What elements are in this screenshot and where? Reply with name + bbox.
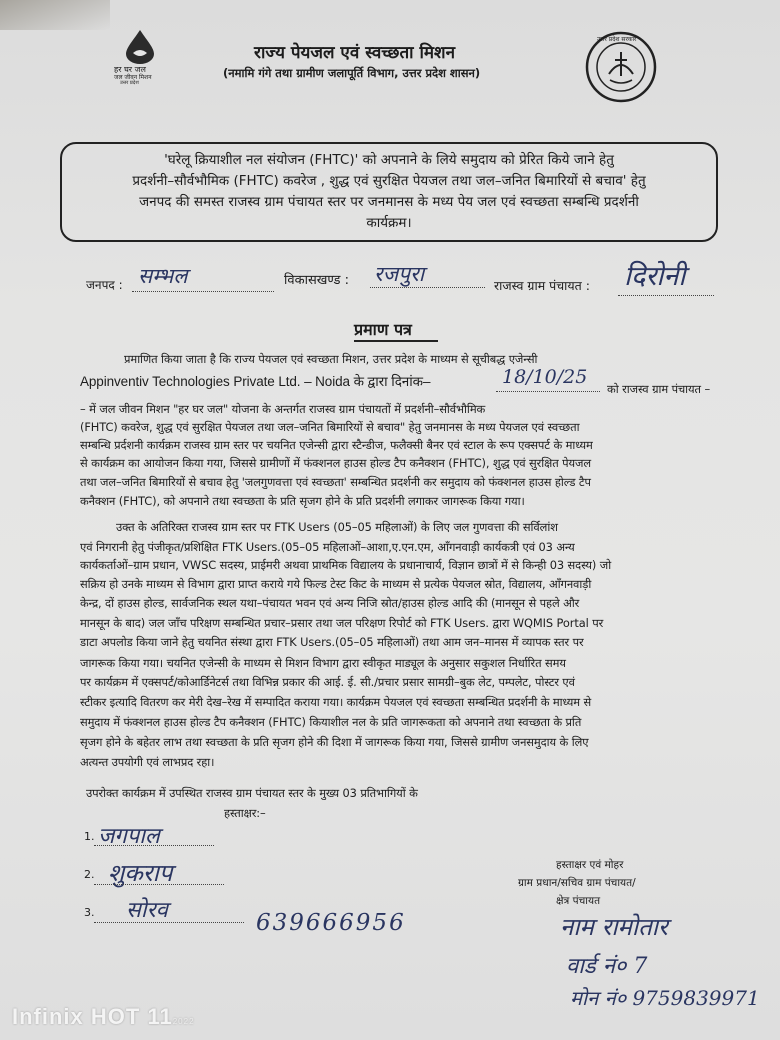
block-value: रजपुरा bbox=[374, 262, 425, 286]
watermark-model: HOT 11 bbox=[90, 1004, 173, 1029]
participant-number-1: 1. bbox=[84, 830, 95, 843]
water-drop-icon bbox=[118, 28, 162, 64]
banner-line-1: 'घरेलू क्रियाशील नल संयोजन (FHTC)' को अपनाने के लिये समुदाय को प्रेरित किये जाने हेतु bbox=[164, 152, 614, 168]
watermark-brand: Infinix bbox=[12, 1004, 84, 1029]
signatory-mobile: मोन नं० 9759839971 bbox=[570, 986, 760, 1010]
heading-underline bbox=[354, 340, 438, 342]
panchayat-line bbox=[618, 295, 714, 296]
para2-line-11: समुदाय में फंक्शनल हाउस होल्ड टैप कनैक्शन (FHTC) कियाशील नल के प्रति जागरूकता को अपनाने तथा स्वच्छता के प्रति bbox=[80, 715, 582, 729]
banner-line-2: प्रदर्शनी–सौर्वभौमिक (FHTC) कवरेज , शुद्ध एवं सुरक्षित पेयजल तथा जल–जनित बिमारियों से बचाव' हेतु bbox=[132, 173, 646, 189]
har-ghar-jal-logo bbox=[114, 28, 162, 86]
participant-phone-3: 639666956 bbox=[256, 910, 406, 936]
logo-left-sub: जल जीवन मिशन bbox=[114, 74, 152, 81]
district-value: सम्भल bbox=[138, 264, 188, 288]
participant-number-3: 3. bbox=[84, 906, 95, 919]
up-government-seal bbox=[582, 30, 660, 104]
para1-line-6: से कार्यक्रम का आयोजन किया गया, जिससे ग्रामीणों में फंक्शनल हाउस होल्ड टैप कनैक्शन (FHTC), शुद्ध एवं सुरक्षित पेयजल bbox=[80, 456, 591, 470]
signatory-line-1: हस्ताक्षर एवं मोहर bbox=[556, 859, 624, 871]
participant-signature-2: शुकराप bbox=[108, 859, 173, 887]
block-label: विकासखण्ड : bbox=[284, 273, 350, 288]
camera-watermark bbox=[12, 1004, 195, 1030]
para2-line-1: उक्त के अतिरिक्त राजस्व ग्राम स्तर पर FTK Users (05–05 महिलाओं) के लिए जल गुणवत्ता की सर्विलांश bbox=[116, 520, 558, 534]
para1-line-3: – में जल जीवन मिशन "हर घर जल" योजना के अन्तर्गत राजस्व ग्राम पंचायतों में प्रदर्शनी–सौर्वभौमिक bbox=[80, 402, 486, 416]
participant-signature-3: सोरव bbox=[126, 898, 168, 923]
para1-line-2b: को राजस्व ग्राम पंचायत – bbox=[607, 382, 711, 396]
para2-line-13: अत्यन्त उपयोगी एवं लाभप्रद रहा। bbox=[80, 755, 215, 769]
signatory-line-3: क्षेत्र पंचायत bbox=[556, 895, 601, 907]
signatory-name: नाम रामोतार bbox=[560, 913, 668, 941]
panchayat-label: राजस्व ग्राम पंचायत : bbox=[494, 278, 590, 293]
page-subtitle: (नमामि गंगे तथा ग्रामीण जलापूर्ति विभाग, उत्तर प्रदेश शासन) bbox=[223, 66, 481, 80]
para1-line-7: तथा जल–जनित बिमारियों से बचाव हेतु 'जलगुणवत्ता एवं स्वच्छता' सम्बन्धित प्रदर्शनी कर समुदाय को फंक्शनल हाउस होल्ड टैप bbox=[80, 475, 591, 489]
participant-signature-1: जगपाल bbox=[98, 824, 160, 849]
signatory-ward: वार्ड नं० 7 bbox=[566, 954, 648, 979]
para2-line-5: केन्द्र, दों हाउस होल्ड, सार्वजनिक स्थल यथा–पंचायत भवन एवं अन्य निजि स्रोत/हाउस होल्ड आदि की (मानसून से पहले और bbox=[80, 596, 580, 610]
para2-line-8: जागरूक किया गया। चयनित एजेन्सी के माध्यम से मिशन विभाग द्वारा स्वीकृत माड्यूल के अनुसार सकुशल निर्धारित समय bbox=[80, 656, 566, 670]
program-banner bbox=[60, 142, 718, 242]
date-value: 18/10/25 bbox=[502, 366, 588, 388]
district-label: जनपद : bbox=[86, 278, 123, 292]
district-line bbox=[132, 291, 274, 292]
para1-line-5: सम्बन्धि प्रर्दशनी कार्यक्रम राजस्व ग्राम स्तर पर चयनित एजेन्सी द्वारा स्टैन्डीज, फलैक्सी बैनर एवं स्टाल के रूप एक्सपर्ट के माध्यम bbox=[80, 438, 593, 452]
para2-line-6: मानसून के बाद) जल जाँच परिक्षण सम्बन्धित प्रचार–प्रसार तथा जल परिक्षण रिपोर्ट को FTK Users. द्वारा WQMIS Portal पर bbox=[80, 616, 604, 630]
para2-line-12: सृजग होने के बहेतर लाभ तथा स्वच्छता के प्रति सृजग होने की दिशा में जागरूक किया गया, जिससे ग्रामीण जनसमुदाय के लिए bbox=[80, 735, 589, 749]
certificate-heading: प्रमाण पत्र bbox=[354, 320, 412, 339]
date-line bbox=[496, 391, 600, 392]
participants-sign-label: हस्ताक्षर:– bbox=[224, 806, 266, 820]
page-title: राज्य पेयजल एवं स्वच्छता मिशन bbox=[254, 43, 456, 63]
seal-text: उत्तर प्रदेश सरकार bbox=[597, 36, 637, 43]
participants-intro: उपरोक्त कार्यक्रम में उपस्थित राजस्व ग्राम पंचायत स्तर के मुख्य 03 प्रतिभागियों के bbox=[86, 786, 418, 800]
participant-line-1 bbox=[94, 845, 214, 846]
banner-line-4: कार्यक्रम। bbox=[366, 215, 412, 231]
banner-line-3: जनपद की समस्त राजस्व ग्राम पंचायत स्तर पर जनमानस के मध्य पेय जल एवं स्वच्छता सम्बन्धि प्रदर्शनी bbox=[139, 194, 639, 210]
logo-left-text: हर घर जल bbox=[114, 65, 146, 74]
para2-line-3: कार्यकर्ताओं–ग्राम प्रधान, VWSC सदस्य, प्राईमरी अथवा प्राथमिक विद्यालय के प्रधानाचार्य, विज्ञान छात्रों में से किन्ही 03 सदस्य) जो bbox=[80, 558, 612, 572]
para2-line-4: सक्रिय हो उनके माध्यम से विभाग द्वारा प्राप्त कराये गये फिल्ड टेस्ट किट के माध्यम से प्रत्येक पेयजल स्रोत, विद्यालय, आँगनवाड़ी bbox=[80, 577, 592, 591]
para1-line-1: प्रमाणित किया जाता है कि राज्य पेयजल एवं स्वच्छता मिशन, उत्तर प्रदेश के माध्यम से सूचीबद्ध एजेन्सी bbox=[124, 352, 538, 366]
signatory-line-2: ग्राम प्रधान/सचिव ग्राम पंचायत/ bbox=[518, 877, 636, 889]
logo-left-sub2: उत्तर प्रदेश bbox=[120, 80, 139, 86]
para2-line-9: पर कार्यक्रम में एक्सपर्ट/कोआर्डिनेटर्स तथा विभिन्न प्रकार की आई. ई. सी./प्रचार प्रसार सामग्री–बुक लेट, पम्पलेट, पोस्टर एवं bbox=[80, 675, 575, 689]
participant-number-2: 2. bbox=[84, 868, 95, 881]
para1-line-8: कनैक्शन (FHTC), को अपनाने तथा स्वच्छता के प्रति सृजग होने के प्रति प्रदर्शनी लगाकर जागरूक किया गया। bbox=[80, 494, 525, 508]
para1-line-2: Appinventiv Technologies Private Ltd. – Noida के द्वारा दिनांक– bbox=[80, 374, 431, 389]
panchayat-value: दिरोनी bbox=[624, 261, 686, 292]
para2-line-2: एवं निगरानी हेतु पंजीकृत/प्रशिक्षित FTK Users.(05–05 महिलाओं–आशा,ए.एन.एम, आँगनवाड़ी कार्यकत्री एवं 03 अन्य bbox=[80, 540, 575, 554]
participant-line-2 bbox=[94, 884, 224, 885]
block-line bbox=[370, 287, 485, 288]
participant-line-3 bbox=[94, 922, 244, 923]
background-corner bbox=[0, 0, 110, 30]
para2-line-10: स्टीकर इत्यादि वितरण कर मेरी देख–रेख में सम्पादित कराया गया। कार्यक्रम पेयजल एवं स्वच्छता सम्बन्धित प्रदर्शनी के माध्यम से bbox=[80, 695, 592, 709]
para2-line-7: डाटा अपलोड किया जाने हेतु चयनित संस्था द्वारा FTK Users.(05–05 महिलाओं) तथा आम जन–मानस में व्यापक स्तर पर bbox=[80, 635, 584, 649]
para1-line-4: (FHTC) कवरेज, शुद्ध एवं सुरक्षित पेयजल तथा जल–जनित बिमारियों से बचाव" हेतु जनमानस के मध्य पेयजल एवं स्वच्छता bbox=[80, 420, 580, 434]
watermark-year: 2022 bbox=[172, 1017, 195, 1026]
